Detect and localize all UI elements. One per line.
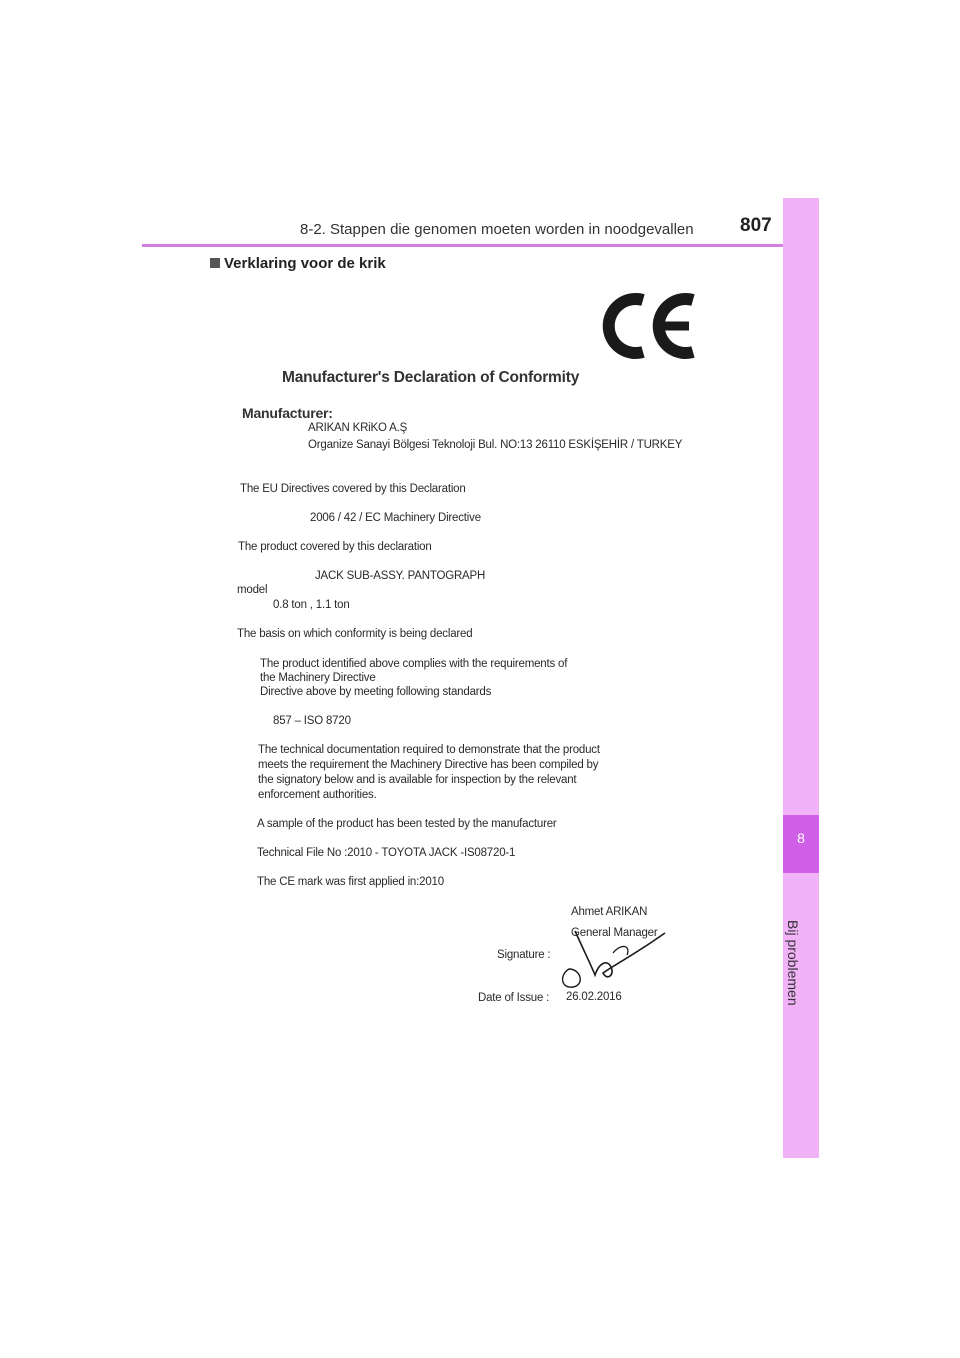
tech-file: Technical File No :2010 - TOYOTA JACK -IS08720-1 [257,847,516,859]
handwritten-signature-icon [555,923,675,993]
square-bullet-icon [210,258,220,268]
standard: 857 – ISO 8720 [273,715,351,727]
date-value: 26.02.2016 [566,991,622,1003]
tech-line-2: meets the requirement the Machinery Directive has been compiled by [258,759,599,771]
declaration-title: Manufacturer's Declaration of Conformity [282,369,580,386]
date-label: Date of Issue : [478,992,550,1004]
directive: 2006 / 42 / EC Machinery Directive [310,512,481,524]
ce-applied: The CE mark was first applied in:2010 [257,876,444,888]
signer-title: General Manager [571,927,658,939]
product-heading: The product covered by this declaration [238,541,432,553]
chapter-side-tab [783,198,819,1158]
section-heading-text: Verklaring voor de krik [224,255,386,272]
section-heading [210,255,386,272]
chapter-number: 8 [797,830,805,846]
chapter-title: Bij problemen [785,920,801,1006]
directives-heading: The EU Directives covered by this Declaration [240,483,466,495]
manufacturer-label: Manufacturer: [242,405,333,421]
basis-line-2: the Machinery Directive [260,672,376,684]
basis-heading: The basis on which conformity is being declared [237,628,473,640]
manufacturer-name: ARIKAN KRiKO A.Ş [308,422,408,434]
manufacturer-address: Organize Sanayi Bölgesi Teknoloji Bul. NO:13 26110 ESKİŞEHİR / TURKEY [308,439,683,451]
model-value: 0.8 ton , 1.1 ton [273,599,350,611]
header-divider [142,244,819,247]
tech-line-4: enforcement authorities. [258,789,377,801]
model-label: model [237,584,268,596]
signer-name: Ahmet ARIKAN [571,906,648,918]
basis-line-3: Directive above by meeting following standards [260,686,492,698]
basis-line-1: The product identified above complies with the requirements of [260,658,568,670]
ce-mark-icon [595,286,703,366]
page-number: 807 [740,215,772,236]
tech-line-3: the signatory below and is available for inspection by the relevant [258,774,577,786]
running-header: 8-2. Stappen die genomen moeten worden in noodgevallen [300,221,694,238]
tech-line-1: The technical documentation required to demonstrate that the product [258,744,600,756]
product-name: JACK SUB-ASSY. PANTOGRAPH [315,570,486,582]
declaration-of-conformity-scan [225,278,705,1013]
signature-label: Signature : [497,949,551,961]
sample-line: A sample of the product has been tested by the manufacturer [257,818,557,830]
